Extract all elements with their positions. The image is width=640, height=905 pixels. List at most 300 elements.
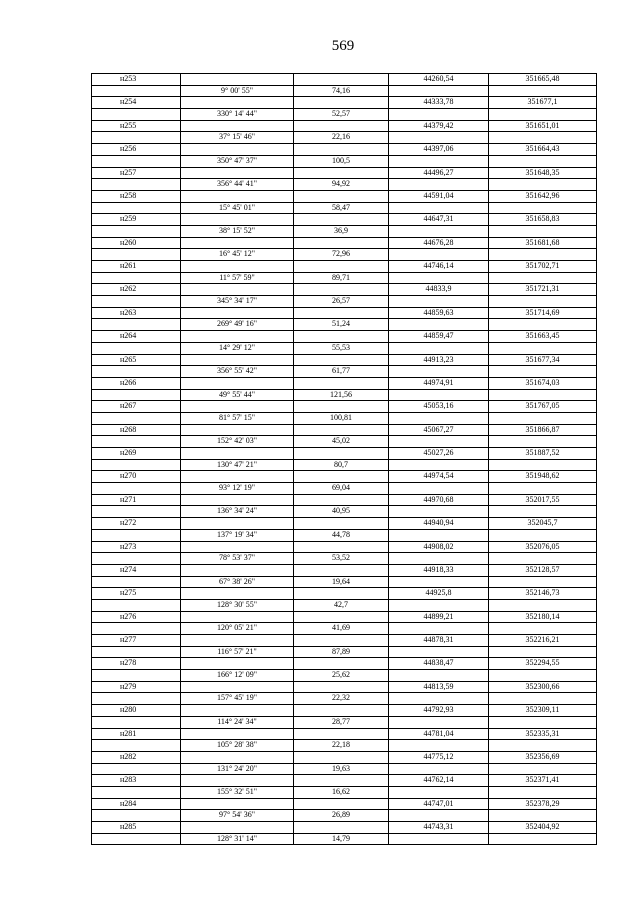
x-coordinate: 45027,26 [389,448,489,459]
empty-cell [294,97,389,108]
x-coordinate: 44591,04 [389,191,489,202]
x-coordinate: 44908,02 [389,542,489,553]
point-row [92,729,597,741]
empty-cell [92,834,181,845]
x-coordinate: 44781,04 [389,729,489,740]
point-row [92,191,597,203]
empty-cell [92,530,181,541]
empty-cell [294,635,389,646]
interval-row [92,249,597,261]
distance: 42,7 [294,600,389,611]
empty-cell [92,413,181,424]
empty-cell [294,775,389,786]
interval-row [92,764,597,776]
empty-cell [92,693,181,704]
x-coordinate: 44333,78 [389,97,489,108]
empty-cell [389,203,489,214]
empty-cell [92,740,181,751]
point-name: н282 [92,752,181,763]
distance: 80,7 [294,460,389,471]
x-coordinate: 45053,16 [389,401,489,412]
y-coordinate: 352216,21 [489,635,597,646]
x-coordinate: 44970,68 [389,495,489,506]
interval-row [92,787,597,799]
empty-cell [389,226,489,237]
x-coordinate: 44397,06 [389,144,489,155]
empty-cell [294,191,389,202]
interval-row [92,390,597,402]
interval-row [92,226,597,238]
x-coordinate: 44260,54 [389,74,489,85]
empty-cell [92,319,181,330]
empty-cell [92,132,181,143]
empty-cell [389,366,489,377]
distance: 26,89 [294,810,389,821]
empty-cell [489,834,597,845]
empty-cell [181,705,294,716]
empty-cell [294,682,389,693]
interval-row [92,577,597,589]
point-name: н283 [92,775,181,786]
interval-row [92,506,597,518]
empty-cell [181,97,294,108]
empty-cell [489,600,597,611]
x-coordinate: 44747,01 [389,799,489,810]
bearing: 93° 12' 19" [181,483,294,494]
y-coordinate: 351642,96 [489,191,597,202]
bearing: 157° 45' 19" [181,693,294,704]
x-coordinate: 44859,47 [389,331,489,342]
point-row [92,261,597,273]
empty-cell [489,740,597,751]
x-coordinate: 44974,54 [389,471,489,482]
empty-cell [389,740,489,751]
bearing: 330° 14' 44" [181,109,294,120]
x-coordinate: 44792,93 [389,705,489,716]
bearing: 166° 12' 09" [181,670,294,681]
empty-cell [489,693,597,704]
y-coordinate: 351663,45 [489,331,597,342]
empty-cell [489,647,597,658]
empty-cell [92,343,181,354]
empty-cell [92,647,181,658]
y-coordinate: 351648,35 [489,168,597,179]
empty-cell [92,390,181,401]
distance: 22,32 [294,693,389,704]
x-coordinate: 44762,14 [389,775,489,786]
empty-cell [489,390,597,401]
x-coordinate: 44925,8 [389,588,489,599]
empty-cell [389,390,489,401]
bearing: 131° 24' 20" [181,764,294,775]
distance: 52,57 [294,109,389,120]
point-row [92,682,597,694]
empty-cell [181,448,294,459]
empty-cell [294,705,389,716]
point-name: н263 [92,308,181,319]
distance: 100,81 [294,413,389,424]
empty-cell [389,436,489,447]
interval-row [92,717,597,729]
empty-cell [489,319,597,330]
empty-cell [294,752,389,763]
point-row [92,238,597,250]
point-name: н275 [92,588,181,599]
empty-cell [181,401,294,412]
point-row [92,518,597,530]
y-coordinate: 352300,66 [489,682,597,693]
point-row [92,775,597,787]
interval-row [92,366,597,378]
y-coordinate: 352356,69 [489,752,597,763]
empty-cell [489,670,597,681]
empty-cell [294,729,389,740]
empty-cell [181,331,294,342]
empty-cell [181,168,294,179]
x-coordinate: 44496,27 [389,168,489,179]
empty-cell [489,623,597,634]
bearing: 120° 05' 21" [181,623,294,634]
bearing: 350° 47' 37" [181,156,294,167]
empty-cell [181,191,294,202]
empty-cell [294,799,389,810]
interval-row [92,834,597,846]
distance: 89,71 [294,273,389,284]
distance: 58,47 [294,203,389,214]
empty-cell [389,553,489,564]
interval-row [92,436,597,448]
bearing: 130° 47' 21" [181,460,294,471]
x-coordinate: 44918,33 [389,565,489,576]
coordinates-table [91,73,597,845]
empty-cell [181,752,294,763]
point-name: н268 [92,425,181,436]
point-name: н254 [92,97,181,108]
empty-cell [181,355,294,366]
empty-cell [489,506,597,517]
empty-cell [489,810,597,821]
interval-row [92,343,597,355]
distance: 26,57 [294,296,389,307]
empty-cell [489,460,597,471]
empty-cell [92,436,181,447]
point-name: н266 [92,378,181,389]
interval-row [92,179,597,191]
empty-cell [294,331,389,342]
empty-cell [389,296,489,307]
point-name: н267 [92,401,181,412]
empty-cell [92,787,181,798]
empty-cell [181,308,294,319]
interval-row [92,460,597,472]
y-coordinate: 352404,92 [489,822,597,833]
empty-cell [294,238,389,249]
point-row [92,355,597,367]
point-name: н270 [92,471,181,482]
point-name: н259 [92,214,181,225]
interval-row [92,623,597,635]
empty-cell [92,86,181,97]
bearing: 116° 57' 21" [181,647,294,658]
point-row [92,284,597,296]
interval-row [92,693,597,705]
point-row [92,331,597,343]
y-coordinate: 351887,52 [489,448,597,459]
bearing: 345° 34' 17" [181,296,294,307]
point-name: н279 [92,682,181,693]
point-name: н280 [92,705,181,716]
empty-cell [181,565,294,576]
point-row [92,822,597,834]
empty-cell [489,787,597,798]
empty-cell [181,495,294,506]
empty-cell [92,506,181,517]
empty-cell [489,156,597,167]
point-name: н258 [92,191,181,202]
page-number: 569 [331,38,355,54]
bearing: 155° 32' 51" [181,787,294,798]
empty-cell [181,682,294,693]
point-row [92,658,597,670]
point-row [92,471,597,483]
point-name: н277 [92,635,181,646]
empty-cell [489,764,597,775]
bearing: 97° 54' 36" [181,810,294,821]
point-name: н261 [92,261,181,272]
empty-cell [92,764,181,775]
empty-cell [294,565,389,576]
interval-row [92,109,597,121]
interval-row [92,319,597,331]
bearing: 152° 42' 03" [181,436,294,447]
empty-cell [294,401,389,412]
empty-cell [489,343,597,354]
x-coordinate: 44899,21 [389,612,489,623]
empty-cell [92,366,181,377]
empty-cell [489,226,597,237]
empty-cell [181,284,294,295]
empty-cell [181,775,294,786]
empty-cell [92,577,181,588]
empty-cell [294,448,389,459]
distance: 53,52 [294,553,389,564]
point-row [92,635,597,647]
distance: 19,63 [294,764,389,775]
point-row [92,705,597,717]
y-coordinate: 352076,05 [489,542,597,553]
empty-cell [181,74,294,85]
empty-cell [92,483,181,494]
y-coordinate: 351714,69 [489,308,597,319]
point-row [92,752,597,764]
empty-cell [294,214,389,225]
x-coordinate: 44878,31 [389,635,489,646]
y-coordinate: 351665,48 [489,74,597,85]
point-row [92,425,597,437]
empty-cell [181,518,294,529]
y-coordinate: 352335,31 [489,729,597,740]
point-name: н284 [92,799,181,810]
empty-cell [294,588,389,599]
empty-cell [389,273,489,284]
empty-cell [489,203,597,214]
bearing: 37° 15' 46" [181,132,294,143]
point-row [92,799,597,811]
empty-cell [389,693,489,704]
empty-cell [389,647,489,658]
y-coordinate: 352146,73 [489,588,597,599]
empty-cell [294,308,389,319]
distance: 22,18 [294,740,389,751]
point-row [92,565,597,577]
empty-cell [389,577,489,588]
y-coordinate: 351721,31 [489,284,597,295]
empty-cell [181,588,294,599]
x-coordinate: 44746,14 [389,261,489,272]
interval-row [92,600,597,612]
y-coordinate: 352017,55 [489,495,597,506]
empty-cell [389,249,489,260]
distance: 16,62 [294,787,389,798]
empty-cell [294,284,389,295]
interval-row [92,156,597,168]
empty-cell [389,86,489,97]
interval-row [92,647,597,659]
y-coordinate: 351658,83 [489,214,597,225]
empty-cell [181,121,294,132]
empty-cell [294,471,389,482]
bearing: 49° 55' 44" [181,390,294,401]
interval-row [92,273,597,285]
x-coordinate: 44833,9 [389,284,489,295]
point-row [92,308,597,320]
point-row [92,144,597,156]
y-coordinate: 351677,34 [489,355,597,366]
empty-cell [294,495,389,506]
point-row [92,401,597,413]
empty-cell [489,86,597,97]
point-row [92,214,597,226]
empty-cell [92,553,181,564]
point-row [92,448,597,460]
empty-cell [181,542,294,553]
empty-cell [294,425,389,436]
empty-cell [181,144,294,155]
interval-row [92,670,597,682]
empty-cell [294,144,389,155]
y-coordinate: 352128,57 [489,565,597,576]
point-name: н257 [92,168,181,179]
x-coordinate: 44974,91 [389,378,489,389]
empty-cell [389,506,489,517]
empty-cell [92,460,181,471]
empty-cell [389,623,489,634]
empty-cell [294,121,389,132]
interval-row [92,810,597,822]
empty-cell [389,834,489,845]
point-name: н253 [92,74,181,85]
point-row [92,378,597,390]
y-coordinate: 351651,01 [489,121,597,132]
empty-cell [489,413,597,424]
point-name: н274 [92,565,181,576]
point-name: н285 [92,822,181,833]
point-name: н271 [92,495,181,506]
empty-cell [294,658,389,669]
bearing: 9° 00' 55" [181,86,294,97]
empty-cell [181,238,294,249]
x-coordinate: 44775,12 [389,752,489,763]
distance: 72,96 [294,249,389,260]
point-row [92,612,597,624]
y-coordinate: 351674,03 [489,378,597,389]
distance: 41,69 [294,623,389,634]
empty-cell [92,600,181,611]
empty-cell [181,378,294,389]
empty-cell [389,319,489,330]
point-name: н273 [92,542,181,553]
x-coordinate: 44743,31 [389,822,489,833]
interval-row [92,132,597,144]
empty-cell [389,179,489,190]
empty-cell [389,132,489,143]
point-row [92,168,597,180]
point-name: н265 [92,355,181,366]
empty-cell [389,530,489,541]
distance: 45,02 [294,436,389,447]
empty-cell [489,132,597,143]
y-coordinate: 352309,11 [489,705,597,716]
empty-cell [294,378,389,389]
bearing: 105° 28' 38" [181,740,294,751]
empty-cell [92,109,181,120]
empty-cell [181,214,294,225]
point-row [92,121,597,133]
bearing: 114° 24' 34" [181,717,294,728]
bearing: 356° 44' 41" [181,179,294,190]
empty-cell [92,670,181,681]
point-name: н256 [92,144,181,155]
point-name: н278 [92,658,181,669]
x-coordinate: 44379,42 [389,121,489,132]
empty-cell [181,658,294,669]
point-row [92,588,597,600]
point-name: н262 [92,284,181,295]
distance: 44,78 [294,530,389,541]
bearing: 67° 38' 26" [181,577,294,588]
empty-cell [294,74,389,85]
bearing: 14° 29' 12" [181,343,294,354]
empty-cell [181,425,294,436]
empty-cell [181,261,294,272]
distance: 14,79 [294,834,389,845]
empty-cell [92,203,181,214]
interval-row [92,86,597,98]
empty-cell [294,542,389,553]
x-coordinate: 44838,47 [389,658,489,669]
y-coordinate: 352180,14 [489,612,597,623]
x-coordinate: 44647,31 [389,214,489,225]
point-name: н281 [92,729,181,740]
x-coordinate: 44813,59 [389,682,489,693]
empty-cell [489,273,597,284]
empty-cell [92,623,181,634]
empty-cell [294,261,389,272]
bearing: 81° 57' 15" [181,413,294,424]
empty-cell [389,156,489,167]
empty-cell [489,179,597,190]
empty-cell [294,355,389,366]
